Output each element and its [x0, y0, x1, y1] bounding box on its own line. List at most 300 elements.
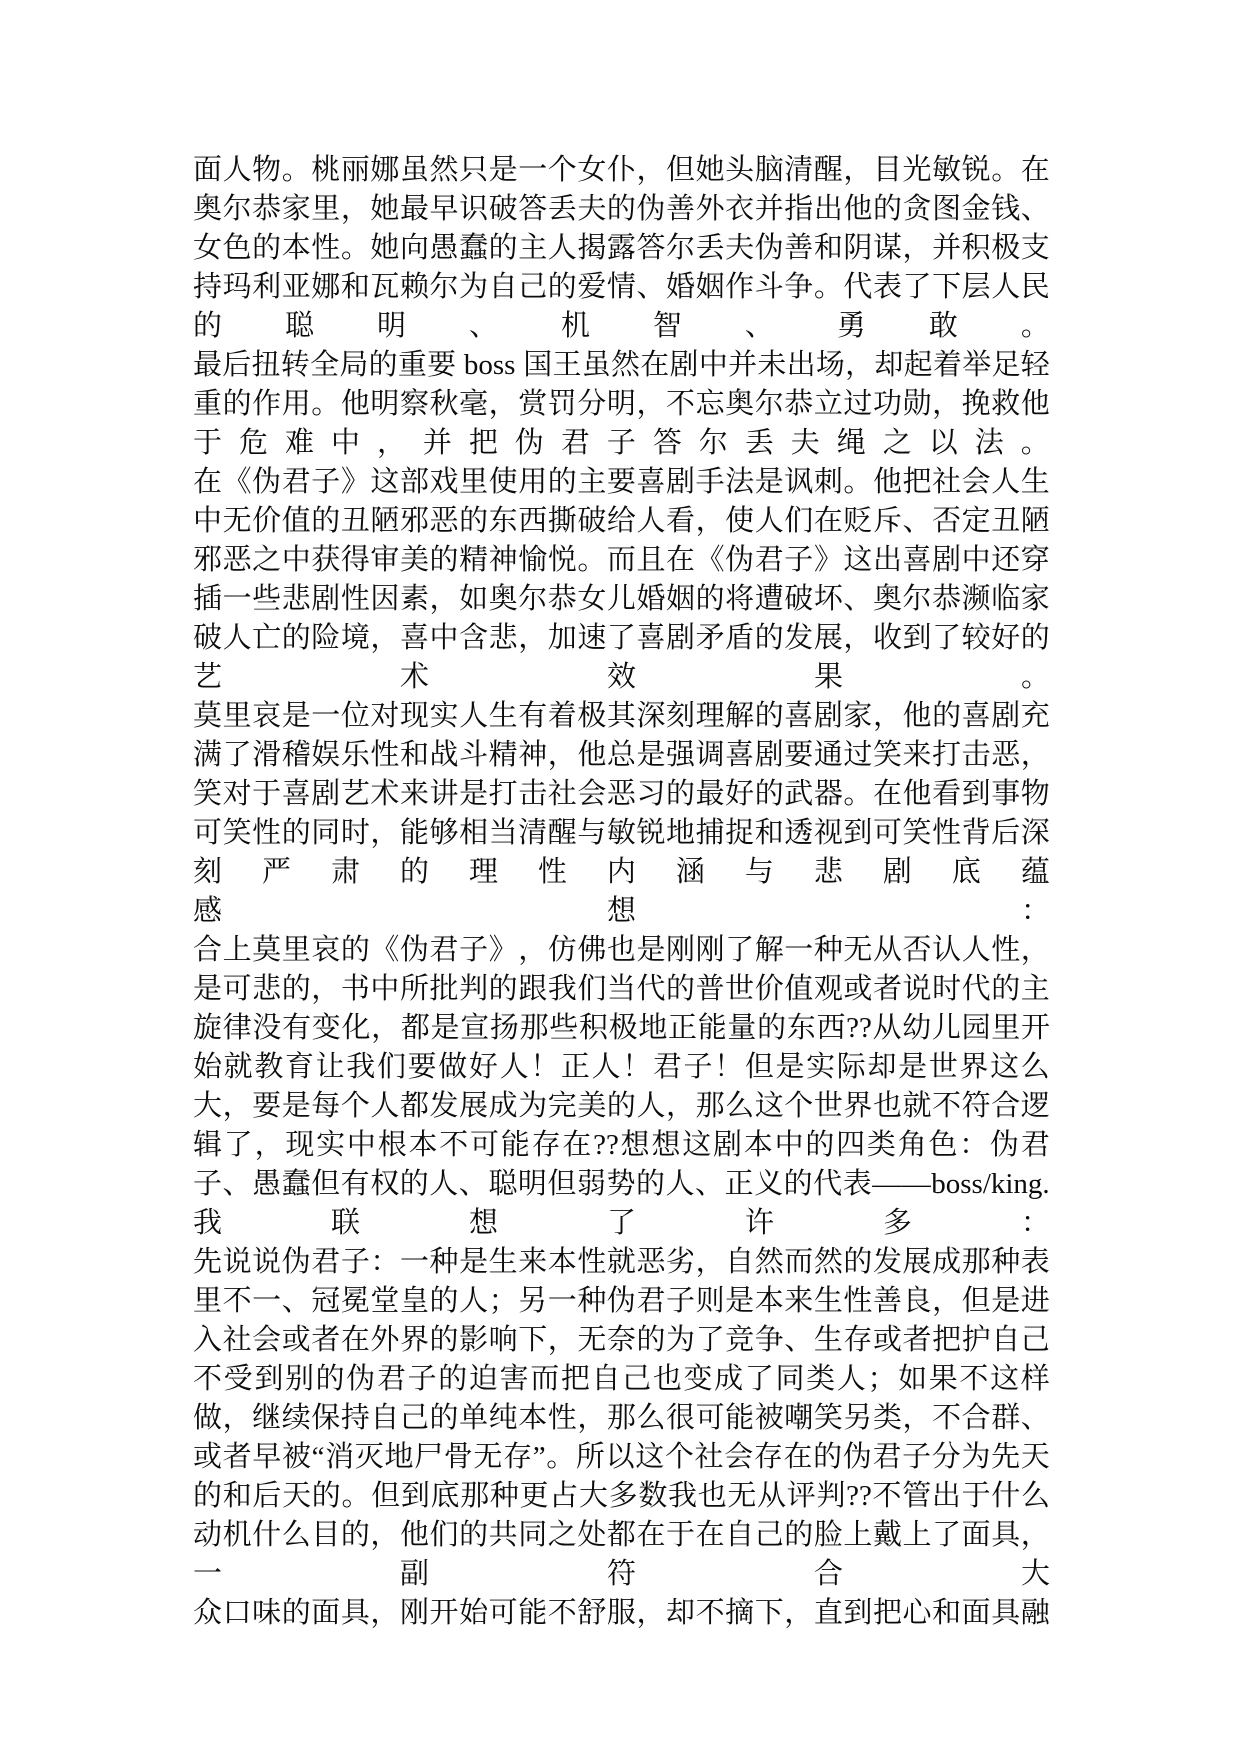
glyph: 书	[340, 973, 370, 1005]
glyph: 起	[903, 349, 933, 381]
glyph: 把	[468, 427, 498, 459]
glyph: 些	[549, 1012, 579, 1044]
glyph: 四	[836, 1129, 866, 1161]
glyph: 敏	[606, 817, 636, 849]
glyph: 另	[843, 1402, 873, 1434]
glyph: 分	[577, 388, 607, 420]
glyph: 合	[961, 1402, 991, 1434]
glyph: 的	[488, 973, 518, 1005]
text-line	[193, 1594, 1050, 1633]
glyph: 秋	[429, 388, 459, 420]
glyph: 到	[400, 1480, 430, 1512]
glyph: 不	[932, 1090, 962, 1122]
glyph: 来	[902, 739, 932, 771]
glyph: ，	[547, 739, 577, 771]
text-line	[193, 1243, 1050, 1282]
glyph: 别	[284, 1363, 314, 1395]
glyph: 摘	[725, 1597, 755, 1629]
body-text	[193, 151, 1050, 1633]
glyph: 受	[223, 1363, 253, 1395]
glyph: 而	[784, 1246, 814, 1278]
glyph: 的	[754, 700, 784, 732]
glyph: 的	[399, 856, 429, 888]
glyph: ，	[577, 1402, 607, 1434]
glyph: 以	[605, 1441, 635, 1473]
glyph: 许	[744, 1207, 774, 1239]
glyph: 伪	[399, 934, 429, 966]
glyph: 迫	[468, 1363, 498, 1395]
glyph: 剧	[882, 856, 912, 888]
glyph: 衣	[725, 193, 755, 225]
glyph: 伪	[346, 1363, 376, 1395]
glyph: 具	[340, 1597, 370, 1629]
glyph: 用	[518, 466, 548, 498]
glyph: 作	[252, 388, 282, 420]
glyph: 这	[843, 544, 873, 576]
glyph: 种	[429, 1246, 459, 1278]
glyph: 育	[284, 1051, 314, 1083]
glyph: 主	[518, 232, 548, 264]
glyph: 法	[974, 427, 1004, 459]
glyph: 如	[459, 583, 489, 615]
glyph: 、	[458, 1168, 488, 1200]
glyph: 天	[282, 1480, 312, 1512]
glyph: 律	[222, 1012, 252, 1044]
glyph: 来	[399, 778, 429, 810]
glyph: 可	[488, 1597, 518, 1629]
glyph: ，	[932, 388, 962, 420]
glyph: 娱	[311, 739, 341, 771]
glyph: 子	[459, 934, 489, 966]
glyph: 本	[518, 1402, 548, 1434]
glyph: 人	[836, 1363, 866, 1395]
glyph: 君	[636, 1285, 666, 1317]
glyph: 危	[238, 427, 268, 459]
glyph: 一	[399, 1246, 429, 1278]
glyph: 善	[872, 1285, 902, 1317]
glyph: 持	[340, 1402, 370, 1434]
glyph: 也	[697, 1480, 727, 1512]
glyph: 好	[725, 778, 755, 810]
glyph: 极	[991, 232, 1021, 264]
glyph: 们	[376, 1051, 406, 1083]
glyph: 多	[882, 1207, 912, 1239]
glyph: 单	[459, 1402, 489, 1434]
glyph: 好	[991, 622, 1021, 654]
glyph: 机	[560, 310, 590, 342]
glyph: 同	[311, 817, 341, 849]
glyph: 的	[843, 1246, 873, 1278]
glyph: 立	[813, 388, 843, 420]
glyph: 副	[399, 1558, 429, 1590]
glyph: 个	[784, 1090, 814, 1122]
glyph: 子	[666, 1285, 696, 1317]
glyph: 扭	[251, 349, 281, 381]
glyph: 境	[340, 622, 370, 654]
glyph: 里	[311, 193, 341, 225]
glyph: ，	[370, 1519, 400, 1551]
glyph: 忘	[695, 388, 725, 420]
glyph: ；	[488, 1285, 518, 1317]
glyph: 刚	[666, 934, 696, 966]
glyph: 自	[725, 1246, 755, 1278]
glyph: 我	[547, 973, 577, 1005]
text-line	[193, 1048, 1050, 1087]
glyph: 救	[991, 388, 1021, 420]
glyph: 伪	[252, 466, 282, 498]
glyph: 位	[340, 700, 370, 732]
glyph: 剧	[713, 1129, 743, 1161]
glyph: 速	[577, 622, 607, 654]
glyph: 奥	[872, 583, 902, 615]
glyph: 伪	[990, 1129, 1020, 1161]
glyph: 纯	[488, 1402, 518, 1434]
glyph: ；	[867, 1363, 897, 1395]
glyph: 中	[961, 544, 991, 576]
glyph: 以	[928, 427, 958, 459]
glyph: ，	[547, 1324, 577, 1356]
glyph: 术	[370, 778, 400, 810]
glyph: 捉	[725, 817, 755, 849]
glyph: 为	[459, 271, 489, 303]
glyph: 时	[340, 817, 370, 849]
glyph: 悲	[252, 973, 282, 1005]
glyph: 最	[399, 193, 429, 225]
glyph: 具	[991, 1597, 1021, 1629]
glyph: 邪	[193, 544, 223, 576]
glyph: 通	[813, 739, 843, 771]
glyph: 奥	[725, 388, 755, 420]
glyph: 醒	[547, 817, 577, 849]
glyph: 宣	[460, 1012, 490, 1044]
glyph: 里	[222, 700, 252, 732]
glyph: 说	[222, 1246, 252, 1278]
glyph: 笑	[193, 778, 223, 810]
glyph: 人	[636, 505, 666, 537]
glyph: 重	[193, 388, 223, 420]
glyph: 醒	[813, 154, 843, 186]
glyph: 阴	[843, 232, 873, 264]
glyph: 战	[429, 739, 459, 771]
glyph: 喜	[281, 778, 311, 810]
glyph: 大	[193, 1090, 223, 1122]
glyph: 伪	[606, 1285, 636, 1317]
glyph: 为	[666, 1324, 696, 1356]
glyph: 伪	[725, 544, 755, 576]
glyph: 善	[666, 193, 696, 225]
glyph: 合	[813, 1558, 843, 1590]
glyph: 能	[399, 817, 429, 849]
glyph: 然	[754, 1246, 784, 1278]
glyph: 直	[813, 1597, 843, 1629]
glyph: 了	[695, 1324, 725, 1356]
glyph: 到	[961, 778, 991, 810]
glyph: 明	[376, 310, 406, 342]
glyph: 在	[1020, 154, 1050, 186]
glyph: 他	[872, 466, 902, 498]
glyph: 符	[961, 1090, 991, 1122]
glyph: 险	[311, 622, 341, 654]
glyph: 锐	[636, 817, 666, 849]
glyph: 虽	[581, 349, 611, 381]
glyph: 可	[695, 1402, 725, 1434]
glyph: 王	[552, 349, 582, 381]
glyph: 西	[816, 1012, 846, 1044]
glyph: 们	[577, 973, 607, 1005]
glyph: 刚	[399, 1597, 429, 1629]
glyph: 深	[636, 700, 666, 732]
glyph: 会	[961, 466, 991, 498]
glyph: 色	[222, 232, 252, 264]
glyph: 佛	[577, 934, 607, 966]
glyph: 面	[961, 1519, 991, 1551]
glyph: 子	[784, 544, 814, 576]
glyph: 的	[754, 622, 784, 654]
glyph: 判	[816, 1480, 846, 1512]
glyph	[516, 346, 523, 385]
glyph: —	[872, 1168, 902, 1200]
glyph: 表	[1020, 1246, 1050, 1278]
glyph: 剧	[813, 700, 843, 732]
glyph: 就	[223, 1051, 253, 1083]
glyph: 美	[399, 544, 429, 576]
glyph: 的	[872, 193, 902, 225]
glyph: 来	[518, 1246, 548, 1278]
glyph: 的	[429, 1402, 459, 1434]
glyph: 天	[1020, 1441, 1050, 1473]
glyph: 成	[488, 1090, 518, 1122]
glyph: 一	[518, 154, 548, 186]
glyph: 其	[606, 700, 636, 732]
glyph: 人	[665, 1168, 695, 1200]
glyph: 艺	[193, 661, 223, 693]
glyph: 动	[193, 1519, 223, 1551]
glyph: 武	[784, 778, 814, 810]
glyph: 势	[606, 1168, 636, 1200]
glyph: 《	[695, 544, 725, 576]
glyph: 人	[459, 1285, 489, 1317]
glyph: 么	[725, 1090, 755, 1122]
glyph: 伪	[514, 427, 544, 459]
glyph: 悦	[547, 544, 577, 576]
glyph: 察	[399, 388, 429, 420]
glyph: 子	[683, 1051, 713, 1083]
glyph: 着	[547, 700, 577, 732]
glyph: 君	[1020, 1129, 1050, 1161]
glyph: 分	[931, 1441, 961, 1473]
glyph: 的	[754, 778, 784, 810]
glyph: 透	[784, 817, 814, 849]
glyph: 是	[281, 700, 311, 732]
glyph: 出	[786, 349, 816, 381]
glyph: 灭	[354, 1441, 384, 1473]
glyph: 都	[399, 1090, 429, 1122]
glyph: 清	[784, 154, 814, 186]
glyph: 子	[606, 427, 636, 459]
text-line	[193, 1321, 1050, 1360]
glyph: 难	[284, 427, 314, 459]
glyph: 儿	[931, 1012, 961, 1044]
glyph: ，	[254, 1129, 284, 1161]
glyph: 于	[666, 1519, 696, 1551]
glyph: 那	[519, 1012, 549, 1044]
glyph: 。	[311, 388, 341, 420]
glyph: 却	[867, 1051, 897, 1083]
glyph: 明	[370, 388, 400, 420]
glyph: 《	[222, 466, 252, 498]
glyph: 习	[636, 778, 666, 810]
glyph: 恶	[636, 1246, 666, 1278]
glyph: 刻	[666, 700, 696, 732]
glyph: 果	[928, 1363, 958, 1395]
glyph: 东	[488, 505, 518, 537]
glyph: 看	[932, 778, 962, 810]
glyph: ??	[846, 1012, 872, 1044]
glyph: ，	[843, 154, 873, 186]
glyph: 时	[932, 973, 962, 1005]
glyph: 君	[652, 1051, 682, 1083]
glyph: 瓦	[370, 271, 400, 303]
glyph: 生	[813, 1285, 843, 1317]
glyph: 伪	[754, 232, 784, 264]
glyph: 上	[222, 934, 252, 966]
glyph: 剧	[991, 700, 1021, 732]
glyph: 剧	[754, 739, 784, 771]
text-line	[193, 1516, 1050, 1555]
glyph: ，	[636, 388, 666, 420]
glyph: 、	[636, 271, 666, 303]
glyph: 面	[193, 154, 223, 186]
glyph: 社	[222, 1324, 252, 1356]
glyph: 严	[261, 856, 291, 888]
glyph: 的	[813, 1441, 843, 1473]
glyph: 积	[578, 1012, 608, 1044]
glyph: 可	[872, 817, 902, 849]
glyph: 消	[325, 1441, 355, 1473]
glyph: 发	[784, 622, 814, 654]
glyph: 量	[727, 1012, 757, 1044]
glyph: 君	[872, 1441, 902, 1473]
glyph: 蠢	[459, 232, 489, 264]
glyph: 感	[193, 895, 223, 927]
glyph: 界	[959, 1051, 989, 1083]
glyph: 恶	[606, 778, 636, 810]
glyph: 、	[744, 310, 774, 342]
glyph: 从	[757, 1480, 787, 1512]
glyph: 那	[695, 1090, 725, 1122]
glyph: 钱	[991, 193, 1021, 225]
glyph: 打	[488, 778, 518, 810]
glyph: 君	[311, 1246, 341, 1278]
glyph: 总	[606, 739, 636, 771]
glyph: 要	[784, 739, 814, 771]
glyph: ”	[532, 1441, 546, 1473]
glyph: 她	[370, 193, 400, 225]
glyph: 尔	[222, 193, 252, 225]
glyph: 并	[932, 232, 962, 264]
glyph: 的	[281, 622, 311, 654]
glyph: 有	[518, 700, 548, 732]
glyph: 是	[898, 1051, 928, 1083]
glyph: 会	[724, 1441, 754, 1473]
glyph: 极	[577, 700, 607, 732]
glyph: 恶	[429, 505, 459, 537]
glyph: 伪	[842, 1441, 872, 1473]
glyph: 在	[695, 1519, 725, 1551]
glyph: 满	[193, 739, 223, 771]
glyph: ，	[370, 622, 400, 654]
glyph: 解	[725, 700, 755, 732]
glyph: 护	[961, 1324, 991, 1356]
glyph: 或	[281, 1324, 311, 1356]
glyph: 性	[843, 1285, 873, 1317]
glyph: 性	[537, 856, 567, 888]
glyph: 子	[340, 1246, 370, 1278]
glyph: 性	[991, 934, 1021, 966]
glyph: 早	[429, 193, 459, 225]
text-line	[193, 1009, 1050, 1048]
glyph: 一	[193, 1558, 223, 1590]
glyph: 但	[744, 1051, 774, 1083]
glyph: 。	[341, 1480, 371, 1512]
glyph: 地	[666, 817, 696, 849]
glyph: 者	[311, 1324, 341, 1356]
glyph: 会	[252, 1324, 282, 1356]
glyph: 先	[193, 1246, 223, 1278]
glyph: ，	[636, 1597, 666, 1629]
glyph: 一	[252, 1285, 282, 1317]
glyph: 本	[754, 1285, 784, 1317]
glyph: 。	[546, 1441, 576, 1473]
glyph: 中	[330, 427, 360, 459]
glyph: 的	[695, 583, 725, 615]
glyph: 世	[928, 1051, 958, 1083]
glyph: 中	[281, 544, 311, 576]
glyph: 角	[897, 1129, 927, 1161]
glyph: 个	[664, 1441, 694, 1473]
glyph: 尔	[666, 232, 696, 264]
glyph: 后	[252, 1480, 282, 1512]
glyph: 把	[932, 1324, 962, 1356]
glyph: 的	[783, 1168, 813, 1200]
glyph: 众	[193, 1597, 223, 1629]
glyph: 在	[636, 1519, 666, 1551]
glyph: 肃	[330, 856, 360, 888]
text-line	[193, 775, 1050, 814]
glyph: 打	[932, 739, 962, 771]
glyph: 舒	[577, 1597, 607, 1629]
glyph: 的	[193, 1480, 223, 1512]
glyph: 观	[813, 973, 843, 1005]
glyph: 的	[429, 544, 459, 576]
glyph: 的	[311, 1480, 341, 1512]
glyph: 价	[754, 973, 784, 1005]
glyph: 喜	[636, 622, 666, 654]
glyph: 人	[961, 934, 991, 966]
glyph: ：	[1020, 895, 1050, 927]
glyph: 器	[813, 778, 843, 810]
glyph: 君	[429, 934, 459, 966]
glyph: 破	[193, 622, 223, 654]
glyph: 自	[591, 1363, 621, 1395]
glyph: 的	[606, 193, 636, 225]
glyph: 他	[1020, 388, 1050, 420]
glyph: 生	[488, 1246, 518, 1278]
glyph: 人	[547, 232, 577, 264]
glyph: 作	[725, 271, 755, 303]
glyph: ，	[1020, 934, 1050, 966]
glyph: 为	[961, 1441, 991, 1473]
